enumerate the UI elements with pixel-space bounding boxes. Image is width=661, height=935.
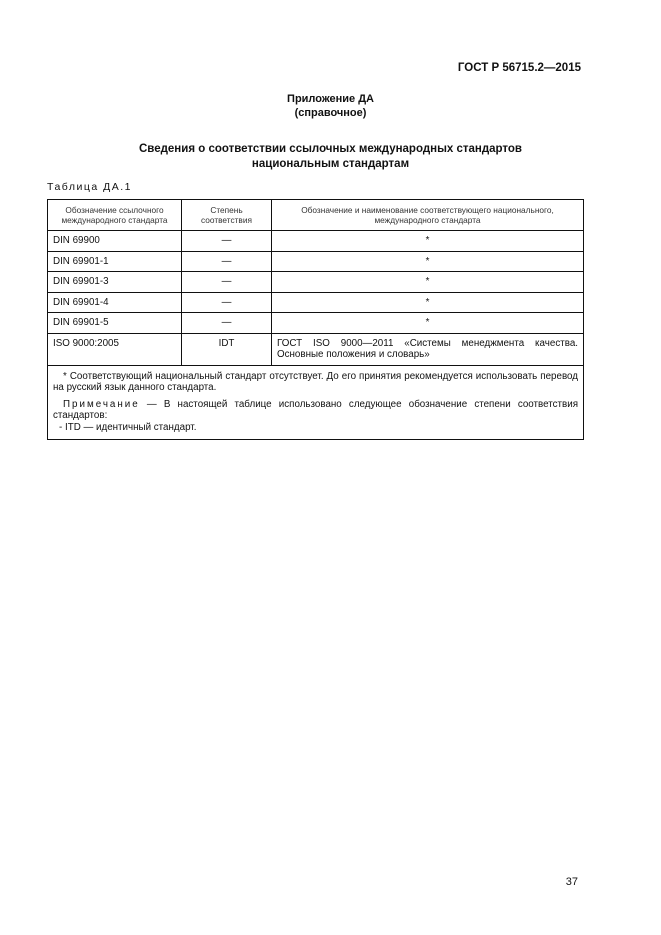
cell-national: *: [272, 231, 584, 252]
table-row: [48, 231, 584, 252]
cell-degree: —: [182, 313, 272, 334]
cell-national: *: [272, 292, 584, 313]
cell-degree: —: [182, 292, 272, 313]
note-paragraph: [53, 399, 578, 422]
table-row: [48, 272, 584, 293]
cell-reference: DIN 69901-5: [48, 313, 182, 334]
table-footnote-row: [48, 365, 584, 440]
correspondence-table-wrapper: [47, 199, 583, 440]
footnote-text: * Соответствующий национальный стандарт отсутствует. До его принятия рекомендуется использовать перевод на русский язык данного стандарта.: [53, 370, 578, 393]
note-label: Примечание: [63, 398, 140, 410]
cell-degree: —: [182, 272, 272, 293]
document-number: ГОСТ Р 56715.2—2015: [457, 62, 581, 74]
header-national-standard: Обозначение и наименование соответствующего национального, международного стандарта: [272, 200, 584, 231]
appendix-heading: [0, 92, 661, 120]
cell-national: *: [272, 313, 584, 334]
table-row: [48, 313, 584, 334]
cell-reference: DIN 69901-1: [48, 251, 182, 272]
appendix-title: Приложение ДА: [287, 93, 374, 105]
cell-reference: ISO 9000:2005: [48, 333, 182, 365]
table-row: [48, 251, 584, 272]
appendix-subtitle: (справочное): [294, 107, 367, 119]
section-title: [0, 142, 661, 172]
section-title-line-2: национальным стандартам: [251, 158, 410, 170]
cell-national: *: [272, 251, 584, 272]
note-item: - ITD — идентичный стандарт.: [59, 421, 197, 433]
page-number: 37: [565, 876, 578, 888]
header-reference-standard: Обозначение ссылочного международного стандарта: [48, 200, 182, 231]
table-footnote-cell: [48, 365, 584, 440]
cell-reference: DIN 69901-3: [48, 272, 182, 293]
header-degree-of-correspondence: Степень соответствия: [182, 200, 272, 231]
cell-national: ГОСТ ISO 9000—2011 «Системы менеджмента качества. Основные положения и словарь»: [272, 333, 584, 365]
table-row: [48, 333, 584, 365]
cell-national: *: [272, 272, 584, 293]
table-header-row: [48, 200, 584, 231]
table-row: [48, 292, 584, 313]
cell-degree: IDT: [182, 333, 272, 365]
table-label: Таблица ДА.1: [47, 181, 132, 193]
cell-degree: —: [182, 231, 272, 252]
cell-degree: —: [182, 251, 272, 272]
cell-reference: DIN 69901-4: [48, 292, 182, 313]
correspondence-table: [47, 199, 584, 440]
cell-reference: DIN 69900: [48, 231, 182, 252]
note-text: — В настоящей таблице использовано следующее обозначение степени соответствия стандартов:: [53, 398, 578, 421]
section-title-line-1: Сведения о соответствии ссылочных международных стандартов: [138, 143, 522, 155]
